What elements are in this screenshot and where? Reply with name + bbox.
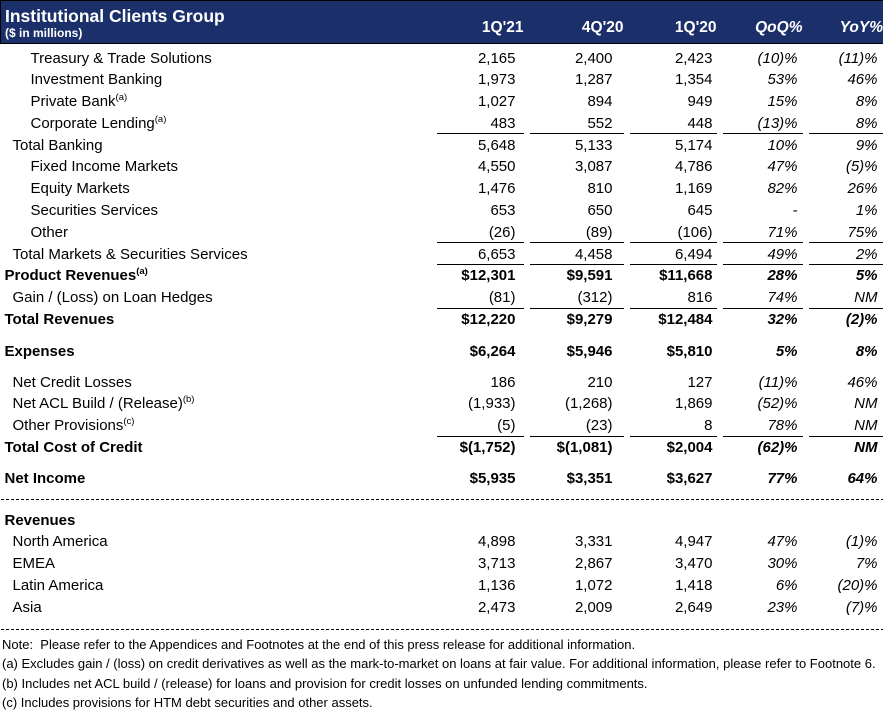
- cell: 552: [524, 113, 624, 135]
- footnote-line: (c) Includes provisions for HTM debt securities and other assets.: [2, 693, 883, 713]
- cell: 2,867: [524, 553, 624, 575]
- cell: 46%: [803, 69, 883, 91]
- cell: 816: [624, 287, 717, 309]
- cell: 1,027: [431, 91, 524, 113]
- cell: $12,220: [431, 309, 524, 331]
- column-header-1q21: 1Q'21: [431, 1, 524, 44]
- row-label: [1, 91, 431, 113]
- column-header-4q20: 4Q'20: [524, 1, 624, 44]
- cell: 3,470: [624, 553, 717, 575]
- row-label-text: Private Bank: [31, 93, 116, 110]
- cell: 448: [624, 113, 717, 135]
- row-label-text: Total Markets & Securities Services: [13, 246, 248, 263]
- cell: $3,627: [624, 468, 717, 490]
- cell: (106): [624, 222, 717, 244]
- dashed-divider: [1, 499, 883, 500]
- cell: 3,713: [431, 553, 524, 575]
- cell: 9%: [803, 135, 883, 157]
- spacer-row: [1, 459, 883, 468]
- cell: 74%: [717, 287, 803, 309]
- header-title-cell: [1, 1, 431, 44]
- table-row: [1, 244, 883, 266]
- table-row: [1, 156, 883, 178]
- footnote-reference: (a): [116, 92, 128, 103]
- cell: -: [717, 200, 803, 222]
- row-label: [1, 69, 431, 91]
- row-label: [1, 222, 431, 244]
- row-label-text: North America: [13, 533, 108, 550]
- cell: (1,268): [524, 393, 624, 415]
- row-label: [1, 437, 431, 459]
- cell: 4,550: [431, 156, 524, 178]
- row-label-text: Gain / (Loss) on Loan Hedges: [13, 289, 213, 306]
- cell: 2,423: [624, 48, 717, 70]
- cell: 8%: [803, 91, 883, 113]
- cell: (13)%: [717, 113, 803, 135]
- table-row: [1, 553, 883, 575]
- cell: 5,174: [624, 135, 717, 157]
- cell: $5,946: [524, 341, 624, 363]
- row-label-text: Equity Markets: [31, 180, 130, 197]
- row-label-text: EMEA: [13, 555, 56, 572]
- cell: (1,933): [431, 393, 524, 415]
- table-row: [1, 287, 883, 309]
- row-label-text: Total Revenues: [5, 311, 115, 328]
- cell: (23): [524, 415, 624, 437]
- cell: (26): [431, 222, 524, 244]
- cell: $3,351: [524, 468, 624, 490]
- row-label-text: Securities Services: [31, 202, 159, 219]
- cell: (81): [431, 287, 524, 309]
- table-row: [1, 415, 883, 437]
- cell: (312): [524, 287, 624, 309]
- footnote-line: (a) Excludes gain / (loss) on credit derivatives as well as the mark-to-market on loans at fair value. For additional information, please refer to Footnote 6.: [2, 654, 883, 674]
- cell: (52)%: [717, 393, 803, 415]
- row-label: [1, 287, 431, 309]
- row-label-text: Total Banking: [13, 137, 103, 154]
- row-label: [1, 393, 431, 415]
- cell: $(1,081): [524, 437, 624, 459]
- footnote-reference: (c): [123, 416, 134, 427]
- cell: 186: [431, 372, 524, 394]
- cell: 2,165: [431, 48, 524, 70]
- cell: 949: [624, 91, 717, 113]
- cell: NM: [803, 393, 883, 415]
- cell: 127: [624, 372, 717, 394]
- row-label-text: Other Provisions: [13, 417, 124, 434]
- row-label-text: Expenses: [5, 343, 75, 360]
- cell: (5): [431, 415, 524, 437]
- table-row: [1, 200, 883, 222]
- table-row: [1, 309, 883, 331]
- cell: $11,668: [624, 265, 717, 287]
- row-label-text: Net Credit Losses: [13, 374, 132, 391]
- row-label: [1, 597, 431, 619]
- cell: $9,279: [524, 309, 624, 331]
- cell: 210: [524, 372, 624, 394]
- table-row: [1, 510, 883, 532]
- cell: 483: [431, 113, 524, 135]
- cell: 4,898: [431, 531, 524, 553]
- dashed-divider: [1, 629, 883, 630]
- header-row: [1, 1, 883, 44]
- table-row: [1, 113, 883, 135]
- table-row: [1, 437, 883, 459]
- table-header: [1, 1, 883, 44]
- cell: 64%: [803, 468, 883, 490]
- cell: 810: [524, 178, 624, 200]
- table-row: [1, 468, 883, 490]
- cell: 15%: [717, 91, 803, 113]
- dashed-divider-row: [1, 619, 883, 632]
- cell: 47%: [717, 156, 803, 178]
- cell: 28%: [717, 265, 803, 287]
- row-label: [1, 135, 431, 157]
- cell: (89): [524, 222, 624, 244]
- cell: 6,494: [624, 244, 717, 266]
- cell: 1,476: [431, 178, 524, 200]
- cell: 49%: [717, 244, 803, 266]
- cell: (11)%: [803, 48, 883, 70]
- cell: (7)%: [803, 597, 883, 619]
- cell: 4,947: [624, 531, 717, 553]
- cell: 6,653: [431, 244, 524, 266]
- column-header-yoy: YoY%: [803, 1, 883, 44]
- cell: [803, 510, 883, 532]
- cell: $6,264: [431, 341, 524, 363]
- row-label: [1, 415, 431, 437]
- table-row: [1, 341, 883, 363]
- cell: 650: [524, 200, 624, 222]
- cell: 2%: [803, 244, 883, 266]
- cell: 82%: [717, 178, 803, 200]
- row-label: [1, 113, 431, 135]
- table-row: [1, 48, 883, 70]
- table-row: [1, 372, 883, 394]
- cell: NM: [803, 437, 883, 459]
- cell: (5)%: [803, 156, 883, 178]
- row-label-text: Other: [31, 224, 69, 241]
- cell: (2)%: [803, 309, 883, 331]
- cell: 10%: [717, 135, 803, 157]
- cell: 4,786: [624, 156, 717, 178]
- row-label: [1, 341, 431, 363]
- table-row: [1, 222, 883, 244]
- row-label-text: Revenues: [5, 512, 76, 529]
- cell: 32%: [717, 309, 803, 331]
- cell: $9,591: [524, 265, 624, 287]
- table-row: [1, 178, 883, 200]
- footnote-line: (b) Includes net ACL build / (release) for loans and provision for credit losses on unfunded lending commitments.: [2, 674, 883, 694]
- cell: NM: [803, 287, 883, 309]
- footnote-reference: (a): [136, 266, 148, 277]
- row-label: [1, 575, 431, 597]
- dashed-divider-row: [1, 490, 883, 510]
- cell: 645: [624, 200, 717, 222]
- cell: 1,869: [624, 393, 717, 415]
- cell: 1,973: [431, 69, 524, 91]
- cell: 8%: [803, 113, 883, 135]
- cell: 2,009: [524, 597, 624, 619]
- cell: 75%: [803, 222, 883, 244]
- row-label: [1, 510, 431, 532]
- cell: 6%: [717, 575, 803, 597]
- cell: 8%: [803, 341, 883, 363]
- cell: 26%: [803, 178, 883, 200]
- row-label-text: Corporate Lending: [31, 115, 155, 132]
- footnote-reference: (a): [155, 114, 167, 125]
- row-label: [1, 265, 431, 287]
- row-label: [1, 468, 431, 490]
- table-row: [1, 135, 883, 157]
- cell: (10)%: [717, 48, 803, 70]
- cell: 23%: [717, 597, 803, 619]
- cell: 5%: [717, 341, 803, 363]
- cell: 46%: [803, 372, 883, 394]
- cell: 1,072: [524, 575, 624, 597]
- cell: 1,354: [624, 69, 717, 91]
- row-label: [1, 48, 431, 70]
- cell: 77%: [717, 468, 803, 490]
- cell: [524, 510, 624, 532]
- cell: 5,133: [524, 135, 624, 157]
- row-label-text: Net ACL Build / (Release): [13, 395, 183, 412]
- cell: 1,287: [524, 69, 624, 91]
- cell: 1%: [803, 200, 883, 222]
- cell: NM: [803, 415, 883, 437]
- page-title: Institutional Clients Group: [5, 5, 431, 26]
- row-label-text: Net Income: [5, 470, 86, 487]
- row-label: [1, 200, 431, 222]
- row-label: [1, 309, 431, 331]
- row-label: [1, 156, 431, 178]
- row-label: [1, 553, 431, 575]
- table-row: [1, 69, 883, 91]
- cell: 8: [624, 415, 717, 437]
- cell: 2,473: [431, 597, 524, 619]
- cell: $12,301: [431, 265, 524, 287]
- cell: 2,400: [524, 48, 624, 70]
- row-label-text: Asia: [13, 599, 42, 616]
- row-label: [1, 372, 431, 394]
- cell: 1,136: [431, 575, 524, 597]
- cell: 30%: [717, 553, 803, 575]
- cell: [431, 510, 524, 532]
- row-label: [1, 244, 431, 266]
- cell: (62)%: [717, 437, 803, 459]
- table-row: [1, 91, 883, 113]
- cell: 1,169: [624, 178, 717, 200]
- cell: $2,004: [624, 437, 717, 459]
- cell: [624, 510, 717, 532]
- cell: 78%: [717, 415, 803, 437]
- cell: 2,649: [624, 597, 717, 619]
- units-label: ($ in millions): [5, 26, 431, 40]
- cell: [717, 510, 803, 532]
- cell: 894: [524, 91, 624, 113]
- table-row: [1, 393, 883, 415]
- cell: 3,087: [524, 156, 624, 178]
- row-label-text: Latin America: [13, 577, 104, 594]
- column-header-1q20: 1Q'20: [624, 1, 717, 44]
- footnotes: [0, 632, 883, 713]
- table-row: [1, 597, 883, 619]
- cell: 5,648: [431, 135, 524, 157]
- table-row: [1, 265, 883, 287]
- row-label: [1, 531, 431, 553]
- row-label-text: Fixed Income Markets: [31, 158, 179, 175]
- footnote-reference: (b): [183, 394, 195, 405]
- table-body: [1, 44, 883, 632]
- cell: 4,458: [524, 244, 624, 266]
- cell: 53%: [717, 69, 803, 91]
- cell: $5,935: [431, 468, 524, 490]
- cell: 5%: [803, 265, 883, 287]
- cell: (20)%: [803, 575, 883, 597]
- cell: 7%: [803, 553, 883, 575]
- cell: 47%: [717, 531, 803, 553]
- cell: (11)%: [717, 372, 803, 394]
- table-row: [1, 531, 883, 553]
- row-label: [1, 178, 431, 200]
- row-label-text: Treasury & Trade Solutions: [31, 50, 212, 67]
- table-row: [1, 575, 883, 597]
- cell: $12,484: [624, 309, 717, 331]
- spacer-row: [1, 331, 883, 341]
- column-header-qoq: QoQ%: [717, 1, 803, 44]
- footnote-line: Note: Please refer to the Appendices and Footnotes at the end of this press release for additional information.: [2, 635, 883, 655]
- cell: $(1,752): [431, 437, 524, 459]
- row-label-text: Investment Banking: [31, 71, 163, 88]
- cell: $5,810: [624, 341, 717, 363]
- spacer-row: [1, 363, 883, 372]
- cell: 71%: [717, 222, 803, 244]
- cell: (1)%: [803, 531, 883, 553]
- row-label-text: Product Revenues: [5, 267, 137, 284]
- cell: 3,331: [524, 531, 624, 553]
- row-label-text: Total Cost of Credit: [5, 439, 143, 456]
- cell: 1,418: [624, 575, 717, 597]
- cell: 653: [431, 200, 524, 222]
